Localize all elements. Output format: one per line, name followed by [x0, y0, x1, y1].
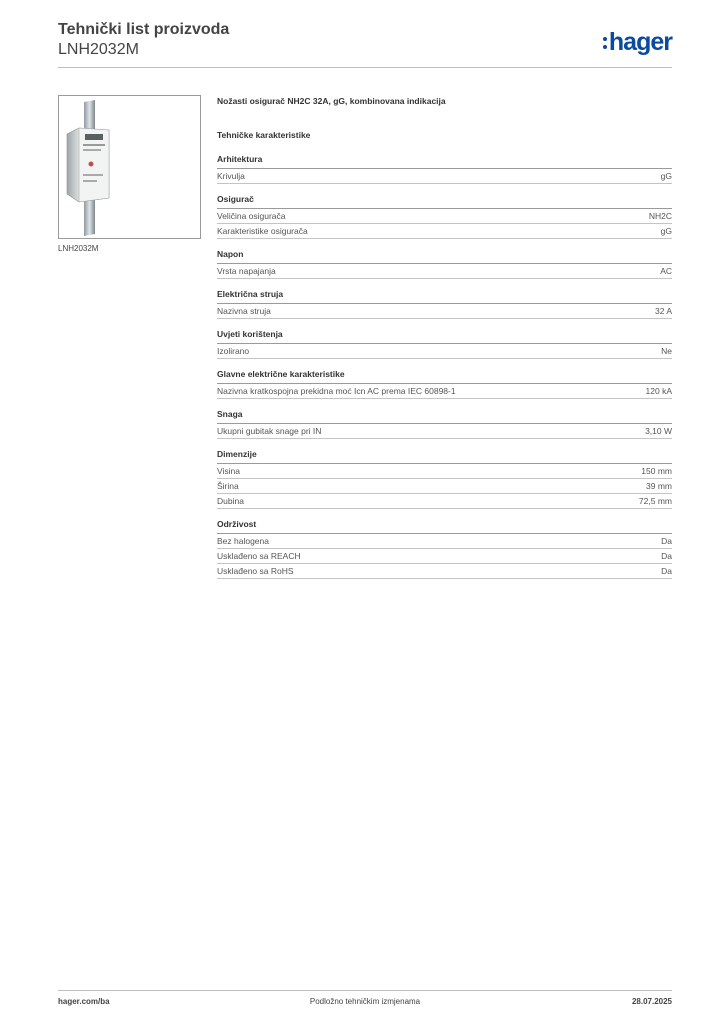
- spec-value: 150 mm: [641, 466, 672, 476]
- spec-value: Da: [661, 551, 672, 561]
- product-image: [58, 95, 201, 239]
- spec-label: Veličina osigurača: [217, 211, 286, 221]
- spec-group: [217, 289, 672, 319]
- fuse-product-photo-icon: [59, 96, 200, 238]
- spec-value: Ne: [661, 346, 672, 356]
- spec-group: [217, 409, 672, 439]
- spec-value: gG: [660, 226, 672, 236]
- spec-label: Dubina: [217, 496, 244, 506]
- spec-group: [217, 449, 672, 509]
- spec-row: [217, 495, 672, 509]
- footer-divider: [58, 990, 672, 991]
- spec-label: Ukupni gubitak snage pri IN: [217, 426, 322, 436]
- spec-row: [217, 565, 672, 579]
- spec-value: gG: [660, 171, 672, 181]
- spec-row: [217, 385, 672, 399]
- spec-value: 32 A: [654, 306, 672, 316]
- website-link[interactable]: hager.com/ba: [58, 997, 110, 1006]
- spec-row: [217, 465, 672, 479]
- spec-label: Bez halogena: [217, 536, 269, 546]
- product-code: LNH2032M: [58, 41, 139, 58]
- spec-row: [217, 345, 672, 359]
- spec-row: [217, 170, 672, 184]
- spec-group: [217, 329, 672, 359]
- spec-value: Da: [661, 536, 672, 546]
- spec-value: 120 kA: [645, 386, 672, 396]
- group-title: Arhitektura: [217, 154, 672, 169]
- spec-group: [217, 194, 672, 239]
- spec-value: Da: [661, 566, 672, 576]
- spec-label: Usklađeno sa REACH: [217, 551, 301, 561]
- spec-row: [217, 480, 672, 494]
- group-title: Napon: [217, 249, 672, 264]
- section-title: Tehničke karakteristike: [217, 130, 311, 140]
- footer-date: 28.07.2025: [631, 997, 672, 1006]
- spec-label: Širina: [217, 481, 239, 491]
- spec-value: 3,10 W: [645, 426, 672, 436]
- group-title: Osigurač: [217, 194, 672, 209]
- hager-logo: [603, 28, 672, 57]
- spec-label: Karakteristike osigurača: [217, 226, 308, 236]
- document-title: Tehnički list proizvoda: [58, 21, 230, 38]
- image-caption: LNH2032M: [58, 244, 99, 253]
- logo-text: hager: [608, 28, 672, 56]
- spec-group: [217, 249, 672, 279]
- spec-row: [217, 265, 672, 279]
- spec-label: Usklađeno sa RoHS: [217, 566, 294, 576]
- spec-row: [217, 425, 672, 439]
- spec-value: AC: [660, 266, 672, 276]
- spec-label: Izolirano: [217, 346, 250, 356]
- group-title: Snaga: [217, 409, 672, 424]
- spec-row: [217, 535, 672, 549]
- spec-label: Krivulja: [217, 171, 245, 181]
- spec-value: 72,5 mm: [638, 496, 672, 506]
- group-title: Dimenzije: [217, 449, 672, 464]
- spec-row: [217, 550, 672, 564]
- header-divider: [58, 67, 672, 68]
- spec-row: [217, 305, 672, 319]
- spec-row: [217, 210, 672, 224]
- spec-value: 39 mm: [646, 481, 672, 491]
- group-title: Glavne električne karakteristike: [217, 369, 672, 384]
- page-header: [58, 20, 672, 60]
- spec-label: Vrsta napajanja: [217, 266, 276, 276]
- spec-content: [217, 96, 672, 579]
- footer-note: Podložno tehničkim izmjenama: [309, 997, 421, 1006]
- spec-label: Visina: [217, 466, 240, 476]
- spec-label: Nazivna struja: [217, 306, 271, 316]
- spec-value: NH2C: [648, 211, 672, 221]
- product-description: Nožasti osigurač NH2C 32A, gG, kombinovana indikacija: [217, 96, 446, 106]
- group-title: Uvjeti korištenja: [217, 329, 672, 344]
- group-title: Održivost: [217, 519, 672, 534]
- spec-row: [217, 225, 672, 239]
- spec-group: [217, 369, 672, 399]
- spec-label: Nazivna kratkospojna prekidna moć Icn AC prema IEC 60898-1: [217, 386, 456, 396]
- group-title: Električna struja: [217, 289, 672, 304]
- spec-group: [217, 154, 672, 184]
- logo-dots-icon: [603, 35, 607, 51]
- spec-group: [217, 519, 672, 579]
